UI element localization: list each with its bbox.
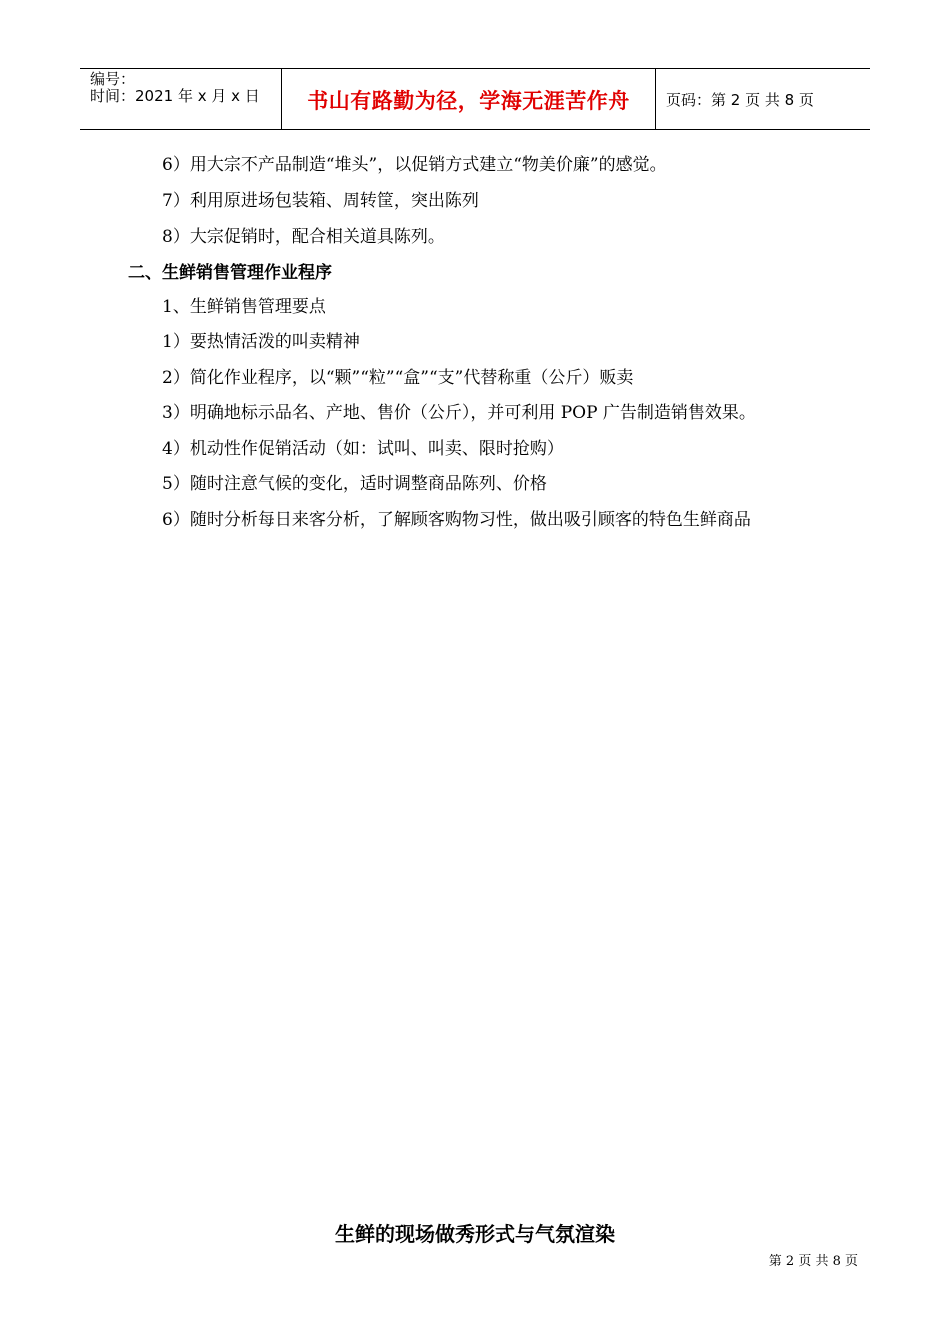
subsection-title: 1、生鲜销售管理要点 xyxy=(162,297,326,317)
next-section-title: 生鲜的现场做秀形式与气氛渲染 xyxy=(335,1222,615,1246)
page-header xyxy=(80,68,870,130)
list-item: 5）随时注意气候的变化，适时调整商品陈列、价格 xyxy=(162,474,547,494)
list-item: 4）机动性作促销活动（如：试叫、叫卖、限时抢购） xyxy=(162,439,564,459)
document-number-label: 编号： xyxy=(90,70,136,88)
footer-page-number: 第 2 页 共 8 页 xyxy=(768,1254,858,1269)
document-time: 时间：2021 年 x 月 x 日 xyxy=(90,87,260,105)
header-motto-cell xyxy=(282,69,656,129)
list-item: 7）利用原进场包装箱、周转筐，突出陈列 xyxy=(162,191,479,211)
header-meta xyxy=(80,69,282,129)
list-item: 2）简化作业程序，以“颗”“粒”“盒”“支”代替称重（公斤）贩卖 xyxy=(162,368,634,388)
list-item: 6）随时分析每日来客分析，了解顾客购物习性，做出吸引顾客的特色生鲜商品 xyxy=(162,510,751,530)
section-heading: 二、生鲜销售管理作业程序 xyxy=(128,263,332,283)
header-page-info-cell xyxy=(656,69,870,129)
list-item: 6）用大宗不产品制造“堆头”，以促销方式建立“物美价廉”的感觉。 xyxy=(162,155,667,175)
list-item: 8）大宗促销时，配合相关道具陈列。 xyxy=(162,227,445,247)
list-item: 1）要热情活泼的叫卖精神 xyxy=(162,332,360,352)
header-motto: 书山有路勤为径，学海无涯苦作舟 xyxy=(307,88,630,113)
list-item: 3）明确地标示品名、产地、售价（公斤），并可利用 POP 广告制造销售效果。 xyxy=(162,403,756,423)
header-page-info: 页码：第 2 页 共 8 页 xyxy=(666,90,814,109)
